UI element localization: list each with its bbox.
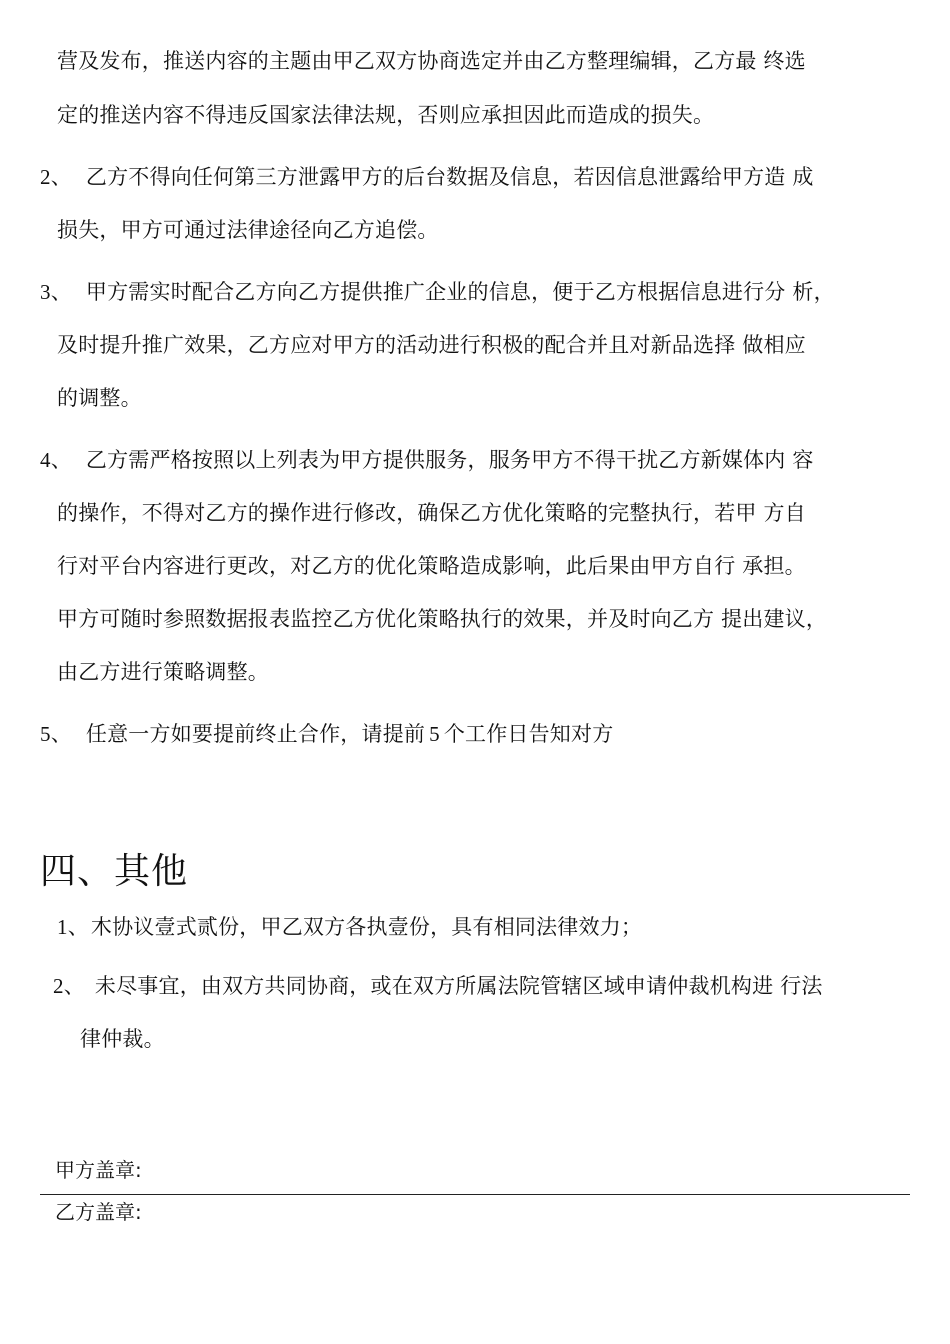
clause-text: 未尽事宜，由双方共同协商，或在双方所属法院管辖区域申请仲裁机构进 行法 (94, 974, 823, 998)
clause-text: 木协议壹式贰份，甲乙双方各执壹份，具有相同法律效力； (90, 915, 643, 939)
signature-divider (40, 1194, 910, 1195)
clause-text: 个工作日告知对方 (443, 722, 614, 746)
text-line: 定的推送内容不得违反国家法律法规，否则应承担因此而造成的损失。 (57, 103, 715, 127)
clause-line (57, 913, 642, 941)
clause-number: 5、 (40, 722, 72, 746)
clause-line (40, 163, 814, 191)
clause-number: 2、 (53, 974, 85, 998)
text-line: 的调整。 (57, 386, 142, 410)
clause-number: 1、 (57, 915, 89, 939)
clause-number: 3、 (40, 280, 72, 304)
text-line: 律仲裁。 (80, 1027, 165, 1051)
clause-line (40, 446, 814, 474)
clause-text: 任意一方如要提前终止合作，请提前 (85, 722, 426, 746)
clause-number: 4、 (40, 448, 72, 472)
text-line: 损失，甲方可通过法律途径向乙方追偿。 (57, 218, 439, 242)
notice-days: 5 (429, 722, 440, 746)
clause-text: 乙方需严格按照以上列表为甲方提供服务，服务甲方不得干扰乙方新媒体内 容 (85, 448, 814, 472)
clause-line (53, 972, 823, 1000)
clause-line (40, 720, 613, 748)
text-line: 及时提升推广效果，乙方应对甲方的活动进行积极的配合并且对新品选择 做相应 (57, 333, 806, 357)
clause-text: 乙方不得向任何第三方泄露甲方的后台数据及信息，若因信息泄露给甲方造 成 (85, 165, 814, 189)
text-line: 甲方可随时参照数据报表监控乙方优化策略执行的效果，并及时向乙方 提出建议， (57, 607, 828, 631)
text-line: 行对平台内容进行更改，对乙方的优化策略造成影响，此后果由甲方自行 承担。 (57, 554, 806, 578)
clause-number: 2、 (40, 165, 72, 189)
clause-line (40, 278, 835, 306)
text-line: 由乙方进行策略调整。 (57, 660, 269, 684)
party-b-seal-label: 乙方盖章: (55, 1200, 142, 1224)
text-line: 营及发布，推送内容的主题由甲乙双方协商选定并由乙方整理编辑，乙方最 终选 (57, 49, 806, 73)
clause-text: 甲方需实时配合乙方向乙方提供推广企业的信息，便于乙方根据信息进行分 析， (85, 280, 835, 304)
party-a-seal-label: 甲方盖章: (55, 1158, 142, 1182)
section-heading: 四、其他 (40, 851, 189, 892)
text-line: 的操作，不得对乙方的操作进行修改，确保乙方优化策略的完整执行，若甲 方自 (57, 501, 806, 525)
